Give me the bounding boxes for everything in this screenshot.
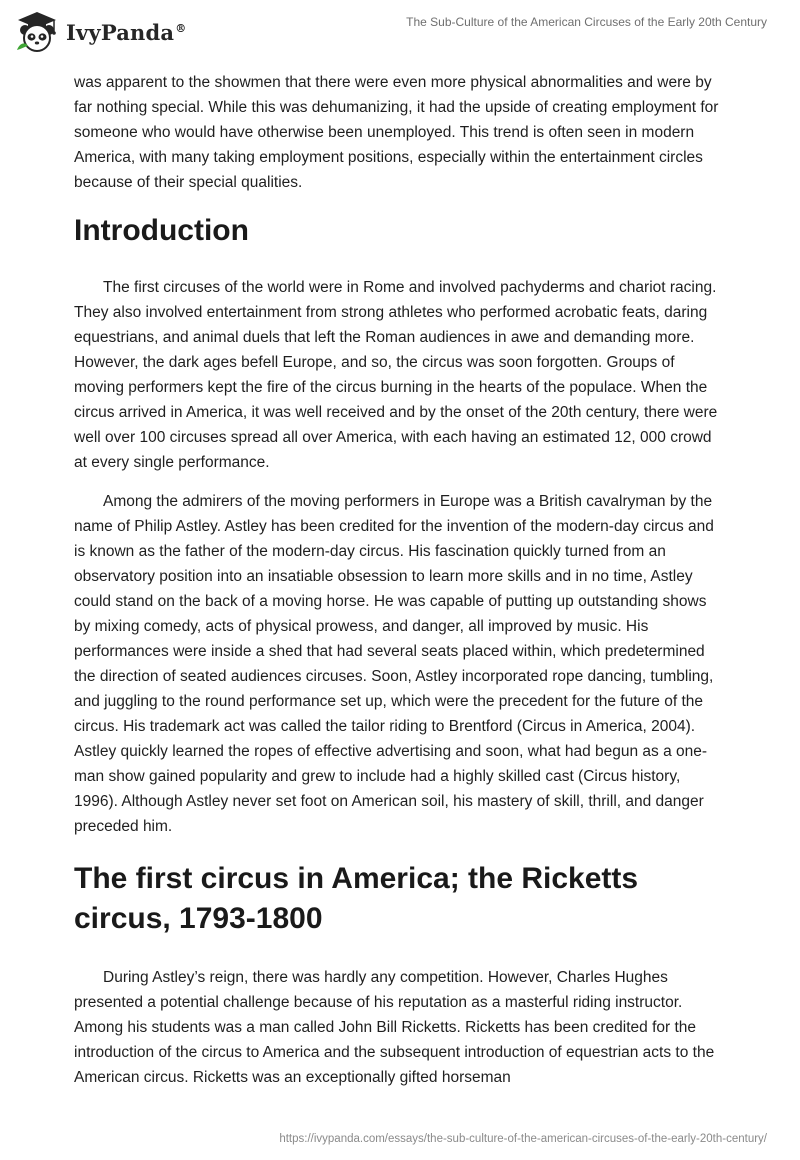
paragraph: was apparent to the showmen that there were even more physical abnormalities and were by far nothing special. While this was dehumanizing, it had the upside of creating employment for someone who would have otherwise been unemployed. This trend is often seen in modern America, with many taking employment positions, especially within the entertainment circles because of their special qualities.: [74, 74, 719, 191]
paragraph: Among the admirers of the moving performers in Europe was a British cavalryman by the name of Philip Astley. Astley has been credited for the invention of the modern-day circus and is known as the father of the modern-day circus. His fascination quickly turned from an observatory position into an insatiable obsession to learn more skills and in no time, Astley could stand on the back of a moving horse. He was capable of putting up outstanding shows by mixing comedy, acts of physical prowess, and danger, all improved by music. His performances were inside a shed that had several seats placed within, which predetermined the direction of seated audiences circuses. Soon, Astley incorporated rope dancing, tumbling, and juggling to the round performance set up, which were the precedent for the future of the circus. His trademark act was called the tailor riding to Brentford (Circus in America, 2004). Astley quickly learned the ropes of effective advertising and soon, what had begun as a one-man show gained popularity and grew to include had a highly skilled cast (Circus history, 1996). Although Astley never set foot on American soil, his mastery of skill, thrill, and danger preceded him.: [74, 493, 714, 835]
paragraph: The first circuses of the world were in Rome and involved pachyderms and chariot racing. They also involved entertainment from strong athletes who performed acrobatic feats, daring equestrians, and animal duels that left the Roman audiences in awe and demanding more. However, the dark ages befell Europe, and so, the circus was soon forgotten. Groups of moving performers kept the fire of the circus burning in the hearts of the populace. When the circus arrived in America, it was well received and by the onset of the 20th century, there were well over 100 circuses spread all over America, with each having an estimated 12, 000 crowd at every single performance.: [74, 279, 718, 471]
paragraph: During Astley’s reign, there was hardly any competition. However, Charles Hughes presented a potential challenge because of his reputation as a masterful riding instructor. Among his students was a man called John Bill Ricketts. Ricketts has been credited for the introduction of the circus to America and the subsequent introduction of equestrian acts to the American circus. Ricketts was an exceptionally gifted horseman: [74, 969, 715, 1086]
brand-name: IvyPanda®: [66, 19, 187, 45]
essay-content: [74, 70, 726, 1104]
panda-graduate-icon: [14, 10, 60, 54]
document-title: The Sub-Culture of the American Circuses of the Early 20th Century: [406, 15, 767, 29]
section-heading-ricketts-circus: The first circus in America; the Ricketts circus, 1793-1800: [74, 862, 639, 935]
source-url[interactable]: https://ivypanda.com/essays/the-sub-culture-of-the-american-circuses-of-the-early-20th-century/: [279, 1133, 767, 1145]
ivypanda-logo[interactable]: [14, 10, 186, 54]
section-heading-introduction: Introduction: [74, 214, 249, 247]
page-header: [0, 0, 800, 60]
